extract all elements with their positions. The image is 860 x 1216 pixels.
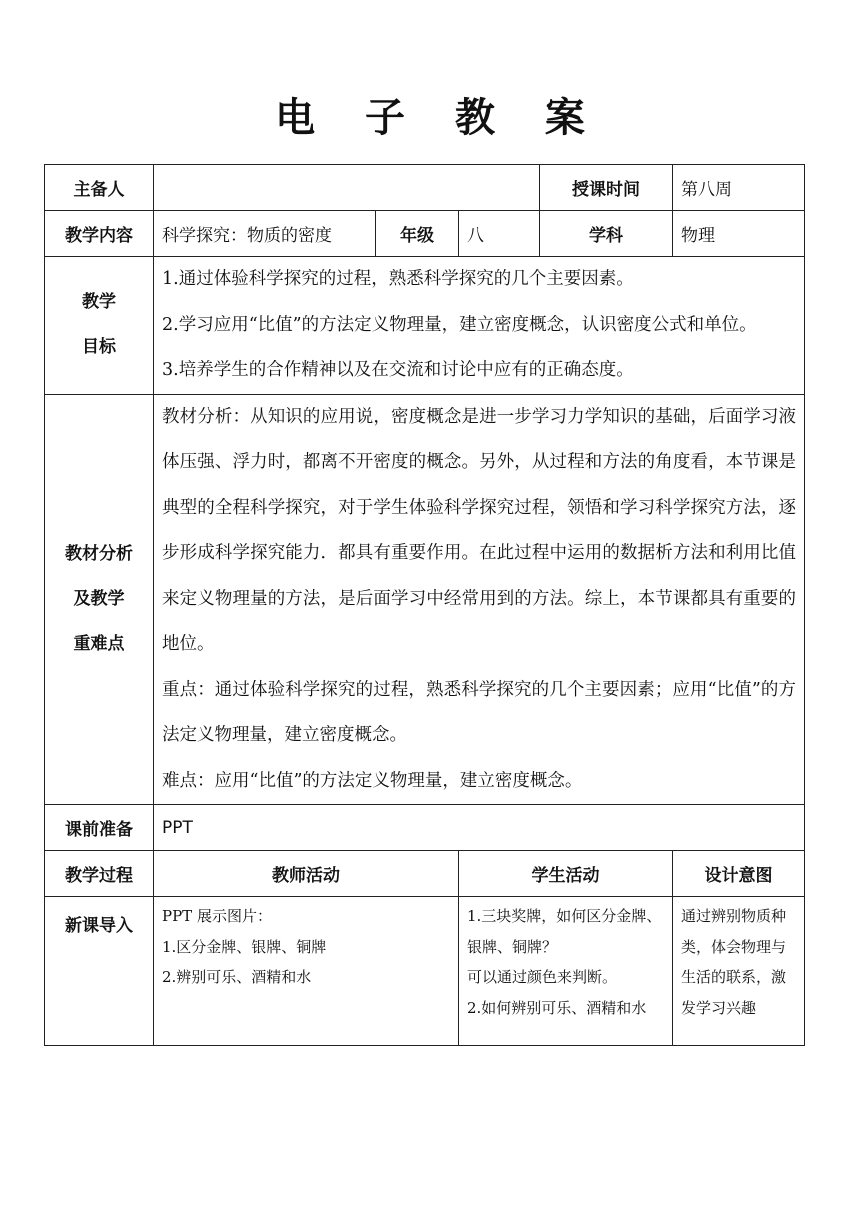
table-row: [45, 211, 805, 257]
goals-content: [154, 257, 805, 395]
teacher-line: 1.区分金牌、银牌、铜牌: [162, 937, 327, 956]
lead-value: [154, 165, 540, 211]
teacher-line: 2.辨别可乐、酒精和水: [162, 968, 312, 986]
table-row: [45, 851, 805, 897]
prep-label: 课前准备: [45, 805, 154, 851]
teacher-line: PPT 展示图片：: [162, 907, 272, 925]
goals-label: [45, 257, 154, 395]
goal-item: 2.学习应用“比值”的方法定义物理量，建立密度概念，认识密度公式和单位。: [162, 314, 757, 335]
table-row: [45, 394, 805, 805]
page-title: 电 子 教 案: [275, 95, 603, 141]
student-line: 2.如何辨别可乐、酒精和水: [467, 998, 647, 1017]
intro-teacher-activity: [154, 897, 459, 1046]
goal-item: 1.通过体验科学探究的过程，熟悉科学探究的几个主要因素。: [162, 269, 634, 289]
lead-label: 主备人: [45, 165, 154, 211]
design-text: 通过辨别物质种类，体会物理与生活的联系，激发学习兴趣: [681, 907, 787, 1017]
time-value: 第八周: [673, 165, 805, 211]
design-intent-header: 设计意图: [673, 851, 805, 897]
analysis-label: [45, 394, 154, 805]
intro-label: 新课导入: [45, 897, 154, 1046]
analysis-paragraph: 教材分析：从知识的应用说，密度概念是进一步学习力学知识的基础，后面学习液体压强、浮力时，都离不开密度的概念。另外，从过程和方法的角度看，本节课是典型的全程科学探究，对于学生体验科学探究过程，领悟和学习科学探究方法，逐步形成科学探究能力．都具有重要作用。在此过程中运用的数据析方法和利用比值来定义物理量的方法，是后面学习中经常用到的方法。综上，本节课都具有重要的地位。: [162, 406, 797, 654]
content-value: 科学探究：物质的密度: [154, 211, 376, 257]
intro-student-activity: [459, 897, 673, 1046]
student-line: 可以通过颜色来判断。: [467, 968, 618, 986]
process-label: 教学过程: [45, 851, 154, 897]
goal-item: 3.培养学生的合作精神以及在交流和讨论中应有的正确态度。: [162, 360, 634, 380]
grade-label: 年级: [376, 211, 459, 257]
analysis-label-line: 及教学: [73, 588, 125, 609]
analysis-label-line: 教材分析: [65, 543, 133, 564]
lesson-plan-table: [44, 164, 805, 1046]
goals-label-line: 目标: [82, 337, 116, 358]
grade-value: 八: [459, 211, 540, 257]
subject-value: 物理: [673, 211, 805, 257]
content-label: 教学内容: [45, 211, 154, 257]
table-row: [45, 897, 805, 1046]
analysis-content: [154, 394, 805, 805]
student-line: 1.三块奖牌，如何区分金牌、银牌、铜牌？: [467, 907, 662, 956]
table-row: [45, 805, 805, 851]
analysis-paragraph: 重点：通过体验科学探究的过程，熟悉科学探究的几个主要因素；应用“比值”的方法定义物理量，建立密度概念。: [162, 679, 797, 745]
intro-design-intent: [673, 897, 805, 1046]
teacher-activity-header: 教师活动: [154, 851, 459, 897]
table-row: [45, 257, 805, 395]
subject-label: 学科: [540, 211, 673, 257]
student-activity-header: 学生活动: [459, 851, 673, 897]
table-row: [45, 165, 805, 211]
analysis-label-line: 重难点: [73, 633, 125, 654]
analysis-paragraph: 难点：应用“比值”的方法定义物理量，建立密度概念。: [162, 770, 583, 791]
prep-value: PPT: [154, 805, 805, 851]
time-label: 授课时间: [540, 165, 673, 211]
goals-label-line: 教学: [82, 292, 116, 313]
